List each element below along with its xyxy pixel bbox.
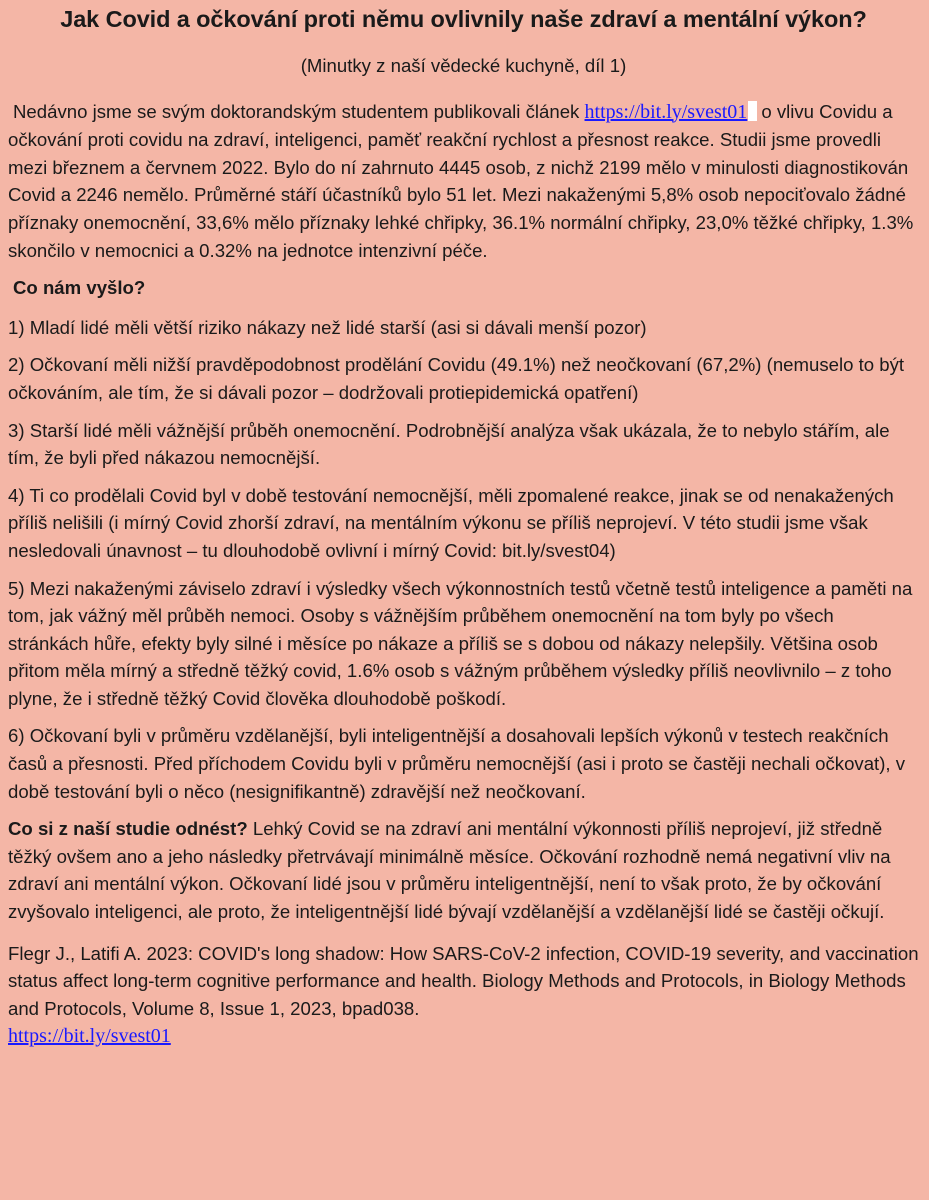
intro-text-before-link: Nedávno jsme se svým doktorandským studentem publikovali článek: [13, 100, 585, 122]
intro-paragraph: [8, 98, 919, 265]
intro-article-link[interactable]: https://bit.ly/svest01: [584, 100, 748, 123]
conclusion-text: Lehký Covid se na zdraví ani mentální výkonnosti příliš neprojeví, již středně těžký ovšem ano a jeho následky přetrvávají minimálně měsíce. Očkování rozhodně nemá negativní vliv na zdraví ani mentální výkon. Očkovaní lidé jsou v průměru inteligentnější, není to však proto, že by očkování zvyšovalo inteligenci, ale proto, že inteligentnější lidé bývají vzdělanější a vzdělanější lidé se častěji očkují.: [8, 818, 891, 923]
finding-item: 4) Ti co prodělali Covid byl v době testování nemocnější, měli zpomalené reakce, jinak se od nenakažených příliš nelišili (i mírný Covid zhorší zdraví, na mentálním výkonu se příliš neprojeví. V této studii jsme však nesledovali únavnost – tu dlouhodobě ovlivní i mírný Covid: bit.ly/svest04): [8, 484, 894, 561]
finding-item: 3) Starší lidé měli vážnější průběh onemocnění. Podrobnější analýza však ukázala, že to nebylo stářím, ale tím, že byli před nákazou nemocnější.: [8, 419, 890, 469]
reference-paragraph: [8, 940, 919, 1051]
finding-item: 2) Očkovaní měli nižší pravděpodobnost prodělání Covidu (49.1%) než neočkovaní (67,2%) (nemuselo to být očkováním, ale tím, že si dávali pozor – dodržovali protiepidemická opatření): [8, 354, 905, 403]
intro-text-after-link: o vlivu Covidu a očkování proti covidu na zdraví, inteligenci, paměť reakční rychlost a přesnost reakce. Studii jsme provedli mezi březnem a červnem 2022. Bylo do ní zahrnuto 4445 osob, z nichž 2199 mělo v minulosti diagnostikován Covid a 2246 nemělo. Průměrné stáří účastníků bylo 51 let. Mezi nakaženými 5,8% osob nepociťovalo žádné příznaky onemocnění, 33,6% mělo příznaky lehké chřipky, 36.1% normální chřipky, 23,0% těžké chřipky, 1.3% skončilo v nemocnici a 0.32% na jednotce intenzivní péče.: [8, 100, 914, 261]
finding-item: 5) Mezi nakaženými záviselo zdraví i výsledky všech výkonnostních testů včetně testů inteligence a paměti na tom, jak vážný měl průběh nemoci. Osoby s vážnějším průběhem onemocnění na tom byly po všech stránkách hůře, efekty byly silné i měsíce po nákaze a příliš se s dobou od nákazy nelepšily. Většina osob přitom měla mírný a středně těžký covid, 1.6% osob s vážným průběhem výsledky příliš neovlivnilo – z toho plyne, že i středně těžký Covid člověka dlouhodobě poškodí.: [8, 577, 913, 709]
conclusion-paragraph: [8, 815, 919, 925]
page-title: Jak Covid a očkování proti němu ovlivnily naše zdraví a mentální výkon?: [60, 6, 867, 32]
finding-item: 1) Mladí lidé měli větší riziko nákazy než lidé starší (asi si dávali menší pozor): [8, 316, 647, 338]
conclusion-lead: Co si z naší studie odnést?: [8, 818, 248, 840]
reference-text: Flegr J., Latifi A. 2023: COVID's long shadow: How SARS-CoV-2 infection, COVID-19 severity, and vaccination status affect long-term cognitive performance and health. Biology Methods and Protocols, in Biology Methods and Protocols, Volume 8, Issue 1, 2023, bpad038.: [8, 942, 919, 1019]
finding-item: 6) Očkovaní byli v průměru vzdělanější, byli inteligentnější a dosahovali lepších výkonů v testech reakčních časů a přesnosti. Před příchodem Covidu byli v průměru nemocnější (asi i proto se častěji nechali očkovat), v době testování byli o něco (nesignifikantně) zdravější než neočkovaní.: [8, 725, 906, 802]
subtitle: (Minutky z naší vědecké kuchyně, díl 1): [300, 55, 627, 76]
text-cursor: [748, 101, 757, 121]
reference-link[interactable]: https://bit.ly/svest01: [8, 1025, 171, 1048]
findings-heading: Co nám vyšlo?: [13, 277, 146, 299]
